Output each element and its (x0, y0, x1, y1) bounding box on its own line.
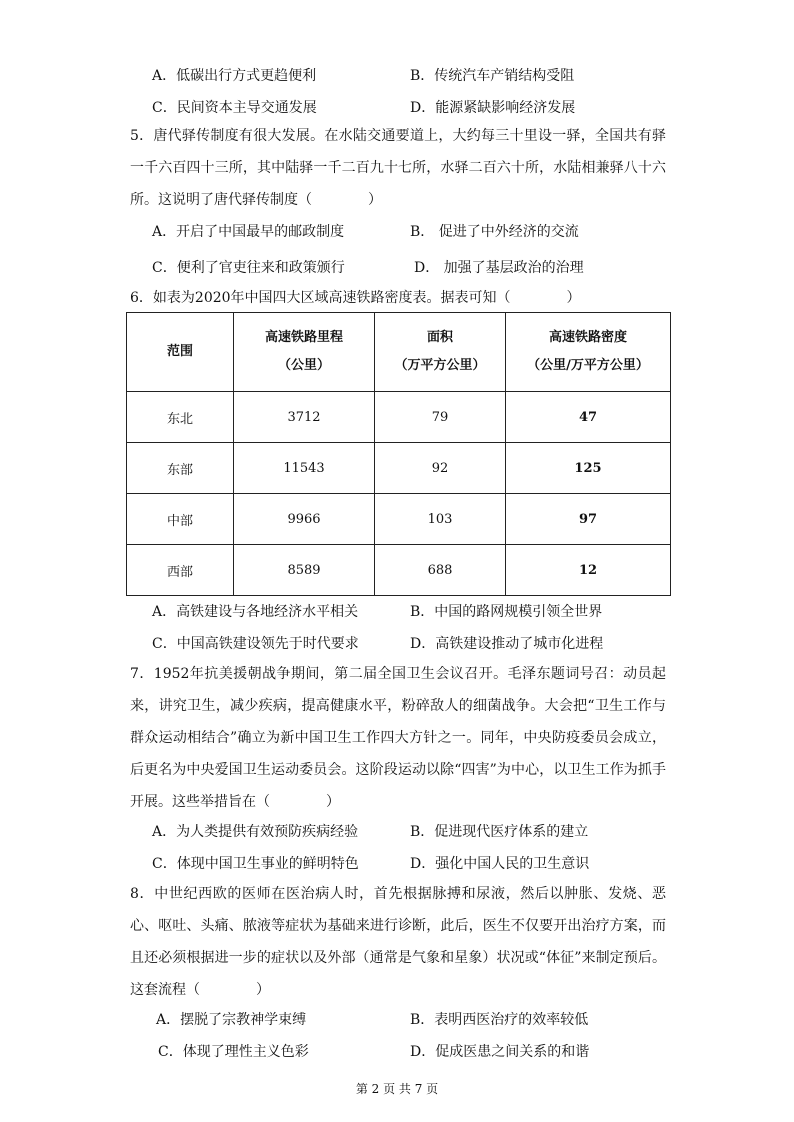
table-cell: 97 (506, 494, 671, 545)
q6-stem: 6．如表为2020年中国四大区域高速铁路密度表。据表可知（ ） (130, 290, 581, 306)
table-cell: 11543 (234, 443, 375, 494)
q8-option-c: C．体现了理性主义色彩 (158, 1044, 309, 1060)
table-header-cell (234, 313, 375, 392)
q7-option-d: D．强化中国人民的卫生意识 (410, 856, 590, 872)
q6-option-a: A．高铁建设与各地经济水平相关 (152, 604, 359, 620)
q5-option-b: B． 促进了中外经济的交流 (410, 224, 579, 240)
header-line: （公里） (277, 358, 330, 373)
table-cell: 中部 (127, 494, 234, 545)
q5-option-d: D． 加强了基层政治的治理 (414, 260, 584, 276)
header-line: 面积 (426, 330, 453, 345)
table-header-row (127, 313, 671, 392)
q8-option-d: D．促成医患之间关系的和谐 (410, 1044, 590, 1060)
table-cell: 8589 (234, 545, 375, 596)
q6-option-d: D．高铁建设推动了城市化进程 (410, 636, 604, 652)
table-cell: 12 (506, 545, 671, 596)
table-row (127, 392, 671, 443)
q8-option-a: A．摆脱了宗教神学束缚 (156, 1012, 307, 1028)
header-line: 范围 (166, 344, 193, 359)
table-cell: 东部 (127, 443, 234, 494)
page-number: 第 2 页 共 7 页 (355, 1082, 439, 1096)
table-row (127, 443, 671, 494)
q5-option-a: A．开启了中国最早的邮政制度 (152, 224, 345, 240)
header-line: （万平方公里） (394, 358, 486, 373)
table-cell: 125 (506, 443, 671, 494)
table-cell: 47 (506, 392, 671, 443)
header-line: （公里/万平方公里） (527, 358, 649, 373)
table-cell: 东北 (127, 392, 234, 443)
q8-option-b: B．表明西医治疗的效率较低 (410, 1012, 589, 1028)
table-cell: 103 (375, 494, 506, 545)
table-cell: 79 (375, 392, 506, 443)
table-cell: 9966 (234, 494, 375, 545)
table-cell: 西部 (127, 545, 234, 596)
table-cell: 3712 (234, 392, 375, 443)
q6-option-c: C．中国高铁建设领先于时代要求 (152, 636, 359, 652)
table-row (127, 494, 671, 545)
high-speed-rail-density-table (126, 312, 671, 596)
q7-option-a: A．为人类提供有效预防疾病经验 (152, 824, 359, 840)
q5-option-c: C．便利了官吏往来和政策颁行 (152, 260, 345, 276)
q7-option-b: B．促进现代医疗体系的建立 (410, 824, 589, 840)
table-row (127, 545, 671, 596)
q7-stem: 7．1952年抗美援朝战争期间，第二届全国卫生会议召开。毛泽东题词号召：动员起来，讲究卫生，减少疾病，提高健康水平，粉碎敌人的细菌战争。大会把“卫生工作与群众运动相结合”确立为新中国卫生工作四大方针之一。同年，中央防疫委员会成立，后更名为中央爱国卫生运动委员会。这阶段运动以除“四害”为中心，以卫生工作为抓手开展。这些举措旨在（ ） (130, 666, 666, 810)
table-header-cell (375, 313, 506, 392)
table-header-cell (506, 313, 671, 392)
table-cell: 92 (375, 443, 506, 494)
q4-option-c: C．民间资本主导交通发展 (152, 100, 317, 116)
q4-option-a: A．低碳出行方式更趋便利 (152, 68, 317, 84)
table-cell: 688 (375, 545, 506, 596)
q8-stem: 8．中世纪西欧的医师在医治病人时，首先根据脉搏和尿液，然后以肿胀、发烧、恶心、呕吐、头痛、脓液等症状为基础来进行诊断，此后，医生不仅要开出治疗方案，而且还必须根据进一步的症状以及外部（通常是气象和星象）状况或“体征”来制定预后。这套流程（ ） (130, 886, 666, 998)
q6-option-b: B．中国的路网规模引领全世界 (410, 604, 603, 620)
q5-stem: 5．唐代驿传制度有很大发展。在水陆交通要道上，大约每三十里设一驿，全国共有驿一千六百四十三所，其中陆驿一千二百九十七所，水驿二百六十所，水陆相兼驿八十六所。这说明了唐代驿传制度（ ） (130, 128, 666, 208)
q7-option-c: C．体现中国卫生事业的鲜明特色 (152, 856, 359, 872)
q4-option-d: D．能源紧缺影响经济发展 (410, 100, 576, 116)
q4-option-b: B．传统汽车产销结构受阻 (410, 68, 575, 84)
header-line: 高速铁路密度 (548, 330, 627, 345)
table-header-cell (127, 313, 234, 392)
header-line: 高速铁路里程 (264, 330, 343, 345)
